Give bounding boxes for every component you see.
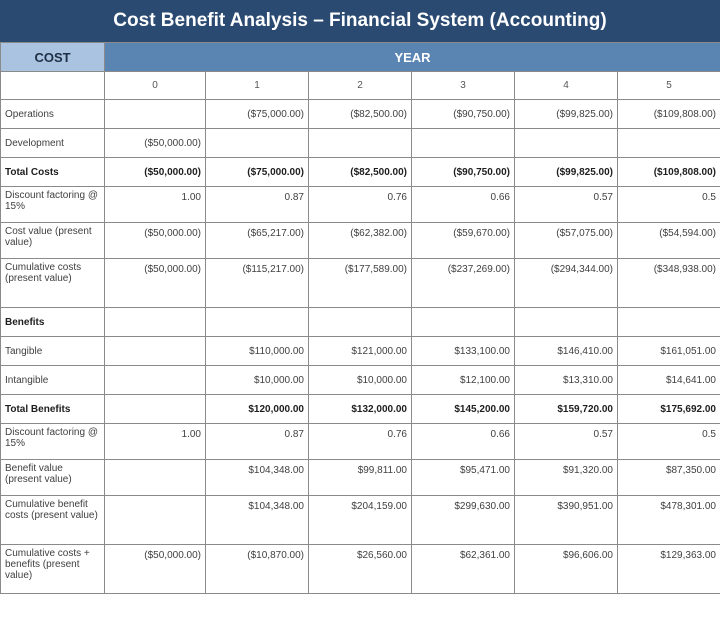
table-row (1, 337, 720, 366)
table-row (1, 496, 720, 545)
table-row (1, 366, 720, 395)
table-cell: ($99,825.00) (515, 158, 618, 187)
table-cell: ($59,670.00) (412, 223, 515, 259)
table-cell: 1.00 (105, 187, 206, 223)
table-cell: ($348,938.00) (618, 259, 720, 308)
table-cell: 0.57 (515, 187, 618, 223)
table-cell: ($82,500.00) (309, 100, 412, 129)
label-column-header (1, 72, 105, 100)
table-cell: $91,320.00 (515, 460, 618, 496)
table-cell: 1.00 (105, 424, 206, 460)
table-cell: ($62,382.00) (309, 223, 412, 259)
table-cell: $95,471.00 (412, 460, 515, 496)
table-cell: $175,692.00 (618, 395, 720, 424)
table-row (1, 395, 720, 424)
table-cell: $26,560.00 (309, 545, 412, 594)
year-3-header: 3 (412, 72, 515, 100)
table-cell: 0.5 (618, 424, 720, 460)
table-cell (105, 460, 206, 496)
table-cell: $96,606.00 (515, 545, 618, 594)
table-cell: 0.87 (206, 424, 309, 460)
table-row (1, 308, 720, 337)
table-cell: ($50,000.00) (105, 545, 206, 594)
table-cell: ($115,217.00) (206, 259, 309, 308)
table-cell: ($90,750.00) (412, 158, 515, 187)
table-cell (105, 366, 206, 395)
table-cell (105, 308, 206, 337)
row-label: Total Benefits (1, 395, 105, 424)
row-label: Discount factoring @ 15% (1, 424, 105, 460)
year-1-header: 1 (206, 72, 309, 100)
table-cell: 0.66 (412, 187, 515, 223)
table-cell: ($75,000.00) (206, 158, 309, 187)
table-cell: 0.66 (412, 424, 515, 460)
table-cell: $13,310.00 (515, 366, 618, 395)
table-cell (105, 100, 206, 129)
table-cell: ($294,344.00) (515, 259, 618, 308)
table-cell: ($50,000.00) (105, 129, 206, 158)
table-cell: ($82,500.00) (309, 158, 412, 187)
row-label: Benefit value (present value) (1, 460, 105, 496)
table-cell: $120,000.00 (206, 395, 309, 424)
table-row (1, 187, 720, 223)
table-cell (309, 129, 412, 158)
table-cell: $161,051.00 (618, 337, 720, 366)
row-label: Discount factoring @ 15% (1, 187, 105, 223)
table-row (1, 424, 720, 460)
table-cell: $121,000.00 (309, 337, 412, 366)
table-cell (515, 129, 618, 158)
year-5-header: 5 (618, 72, 720, 100)
table-cell: ($50,000.00) (105, 158, 206, 187)
table-cell: $10,000.00 (309, 366, 412, 395)
table-cell (105, 395, 206, 424)
row-label: Cost value (present value) (1, 223, 105, 259)
table-cell: $129,363.00 (618, 545, 720, 594)
year-2-header: 2 (309, 72, 412, 100)
table-cell: $104,348.00 (206, 496, 309, 545)
table-row (1, 223, 720, 259)
table-cell: $12,100.00 (412, 366, 515, 395)
table-cell: $390,951.00 (515, 496, 618, 545)
table-cell (515, 308, 618, 337)
table-cell (412, 129, 515, 158)
year-header: YEAR (105, 43, 720, 72)
table-cell (206, 308, 309, 337)
table-row (1, 129, 720, 158)
cost-benefit-table (0, 42, 720, 594)
year-4-header: 4 (515, 72, 618, 100)
table-cell: $299,630.00 (412, 496, 515, 545)
row-label: Operations (1, 100, 105, 129)
table-cell: $159,720.00 (515, 395, 618, 424)
table-cell: ($10,870.00) (206, 545, 309, 594)
section-label-benefits: Benefits (1, 308, 105, 337)
table-cell: ($99,825.00) (515, 100, 618, 129)
table-cell: ($57,075.00) (515, 223, 618, 259)
table-cell (618, 308, 720, 337)
table-row (1, 545, 720, 594)
table-cell (412, 308, 515, 337)
row-label: Total Costs (1, 158, 105, 187)
table-cell: 0.57 (515, 424, 618, 460)
table-row (1, 100, 720, 129)
table-cell: ($177,589.00) (309, 259, 412, 308)
table-cell: $14,641.00 (618, 366, 720, 395)
table-cell: $10,000.00 (206, 366, 309, 395)
table-cell (309, 308, 412, 337)
table-cell (206, 129, 309, 158)
table-cell: 0.76 (309, 424, 412, 460)
table-row (1, 460, 720, 496)
table-cell: $87,350.00 (618, 460, 720, 496)
table-cell: $478,301.00 (618, 496, 720, 545)
table-cell: ($109,808.00) (618, 158, 720, 187)
table-cell (618, 129, 720, 158)
table-cell: ($65,217.00) (206, 223, 309, 259)
table-row (1, 259, 720, 308)
table-cell: $146,410.00 (515, 337, 618, 366)
table-row (1, 158, 720, 187)
row-label: Intangible (1, 366, 105, 395)
table-cell: 0.76 (309, 187, 412, 223)
table-cell: $99,811.00 (309, 460, 412, 496)
row-label: Cumulative benefit costs (present value) (1, 496, 105, 545)
table-cell: $62,361.00 (412, 545, 515, 594)
cost-header: COST (1, 43, 105, 72)
table-cell: $145,200.00 (412, 395, 515, 424)
table-cell: ($237,269.00) (412, 259, 515, 308)
table-cell: ($90,750.00) (412, 100, 515, 129)
table-cell: $204,159.00 (309, 496, 412, 545)
row-label: Development (1, 129, 105, 158)
table-cell: $104,348.00 (206, 460, 309, 496)
page-title: Cost Benefit Analysis – Financial System (Accounting) (0, 0, 720, 42)
table-cell: ($54,594.00) (618, 223, 720, 259)
year-0-header: 0 (105, 72, 206, 100)
table-cell: 0.87 (206, 187, 309, 223)
table-cell (105, 496, 206, 545)
table-cell: ($50,000.00) (105, 259, 206, 308)
table-cell: $110,000.00 (206, 337, 309, 366)
table-cell: ($75,000.00) (206, 100, 309, 129)
table-cell: $133,100.00 (412, 337, 515, 366)
row-label: Cumulative costs + benefits (present value) (1, 545, 105, 594)
table-cell: 0.5 (618, 187, 720, 223)
row-label: Tangible (1, 337, 105, 366)
table-cell: $132,000.00 (309, 395, 412, 424)
row-label: Cumulative costs (present value) (1, 259, 105, 308)
table-cell: ($50,000.00) (105, 223, 206, 259)
table-cell (105, 337, 206, 366)
table-cell: ($109,808.00) (618, 100, 720, 129)
